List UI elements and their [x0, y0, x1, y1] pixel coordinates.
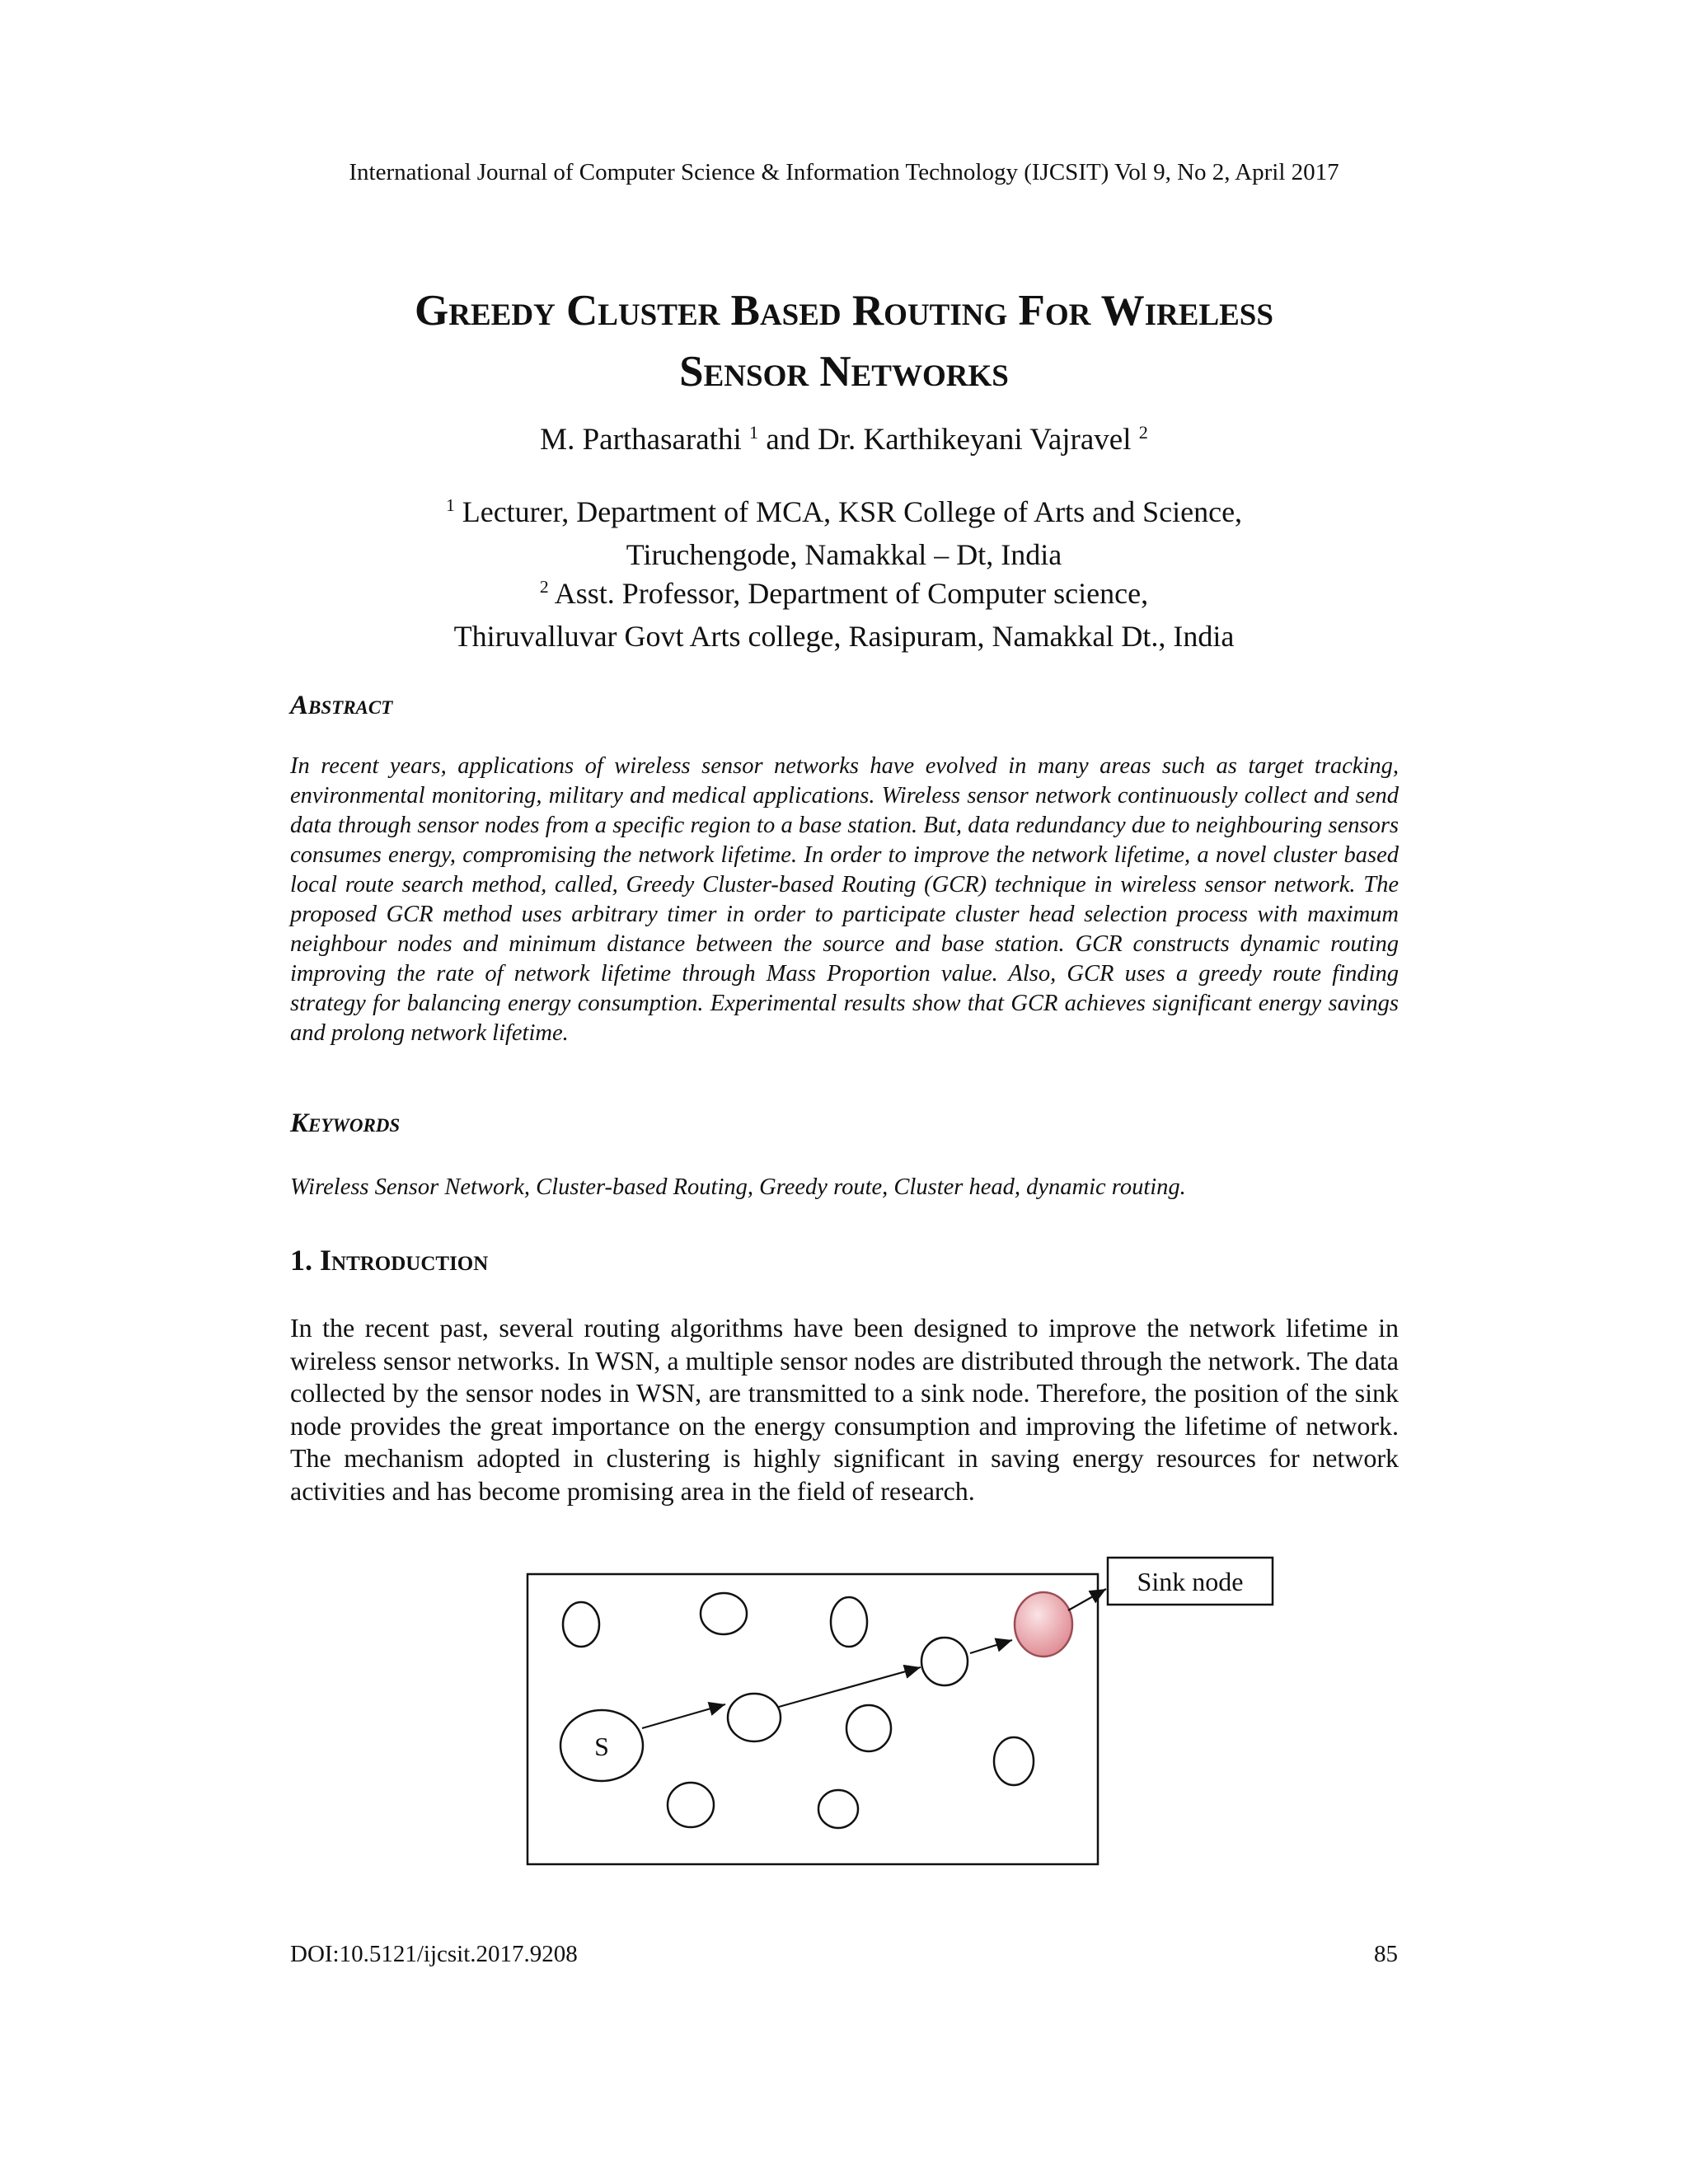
affiliation-1-text: Lecturer, Department of MCA, KSR College of Arts and Science,	[462, 495, 1243, 528]
keywords-body: Wireless Sensor Network, Cluster-based Routing, Greedy route, Cluster head, dynamic routing.	[290, 1174, 1186, 1200]
route-arrow-2	[779, 1667, 921, 1707]
sensor-node	[994, 1737, 1034, 1785]
route-arrow-1	[642, 1704, 725, 1728]
sink-pointer-arrow	[1068, 1589, 1106, 1610]
author-2-affiliation-mark: 2	[1138, 421, 1148, 443]
abstract-body: In recent years, applications of wireless sensor networks have evolved in many areas such as target tracking, environmental monitoring, military and medical applications. Wireless sensor network continuously collect and send data through sensor nodes from a specific region to a base station. But, data redundancy due to neighbouring sensors consumes energy, compromising the network lifetime. In order to improve the network lifetime, a novel cluster based local route search method, called, Greedy Cluster-based Routing (GCR) technique in wireless sensor network. The proposed GCR method uses arbitrary timer in order to participate cluster head selection process with maximum neighbour nodes and minimum distance between the source and base station. GCR constructs dynamic routing improving the rate of network lifetime through Mass Proportion value. Also, GCR uses a greedy route finding strategy for balancing energy consumption. Experimental results show that GCR achieves significant energy savings and prolong network lifetime.	[290, 753, 1399, 1046]
sensor-node	[818, 1790, 858, 1828]
relay-node	[921, 1638, 968, 1685]
affiliation-1-mark: 1	[445, 495, 455, 516]
relay-node	[728, 1694, 781, 1741]
affiliation-2-mark: 2	[539, 577, 549, 598]
affiliation-1-line-2: Tiruchengode, Namakkal – Dt, India	[626, 538, 1062, 571]
sensor-node	[668, 1783, 714, 1827]
running-header: International Journal of Computer Science & Information Technology (IJCSIT) Vol 9, No 2, April 2017	[349, 159, 1339, 185]
sensor-node	[563, 1602, 599, 1647]
title-line-2: Sensor Networks	[679, 348, 1009, 396]
sink-label: Sink node	[1137, 1567, 1244, 1596]
introduction-heading: 1. Introduction	[290, 1244, 489, 1277]
page-number: 85	[1374, 1941, 1398, 1967]
introduction-body: In the recent past, several routing algorithms have been designed to improve the network lifetime in wireless sensor networks. In WSN, a multiple sensor nodes are distributed through the network. The data collected by the sensor nodes in WSN, are transmitted to a sink node. Therefore, the position of the sink node provides the great importance on the energy consumption and improving the lifetime of network. The mechanism adopted in clustering is highly significant in saving energy resources for network activities and has become promising area in the field of research.	[290, 1313, 1399, 1506]
sensor-node	[831, 1597, 867, 1647]
sensor-node	[701, 1593, 747, 1634]
affiliation-2-line-2: Thiruvalluvar Govt Arts college, Rasipuram, Namakkal Dt., India	[453, 620, 1235, 653]
sensor-node	[846, 1705, 891, 1751]
title-line-1: Greedy Cluster Based Routing For Wireless	[415, 287, 1273, 335]
sink-node	[1015, 1592, 1072, 1657]
doi: DOI:10.5121/ijcsit.2017.9208	[290, 1941, 578, 1967]
author-1: M. Parthasarathi	[540, 423, 742, 457]
affiliation-2-text: Asst. Professor, Department of Computer science,	[554, 577, 1149, 610]
author-2: and Dr. Karthikeyani Vajravel	[766, 423, 1132, 457]
source-node-label: S	[594, 1732, 609, 1761]
abstract-heading: Abstract	[290, 691, 393, 720]
route-arrow-3	[970, 1640, 1012, 1653]
author-1-affiliation-mark: 1	[748, 421, 759, 443]
keywords-heading: Keywords	[290, 1108, 401, 1138]
